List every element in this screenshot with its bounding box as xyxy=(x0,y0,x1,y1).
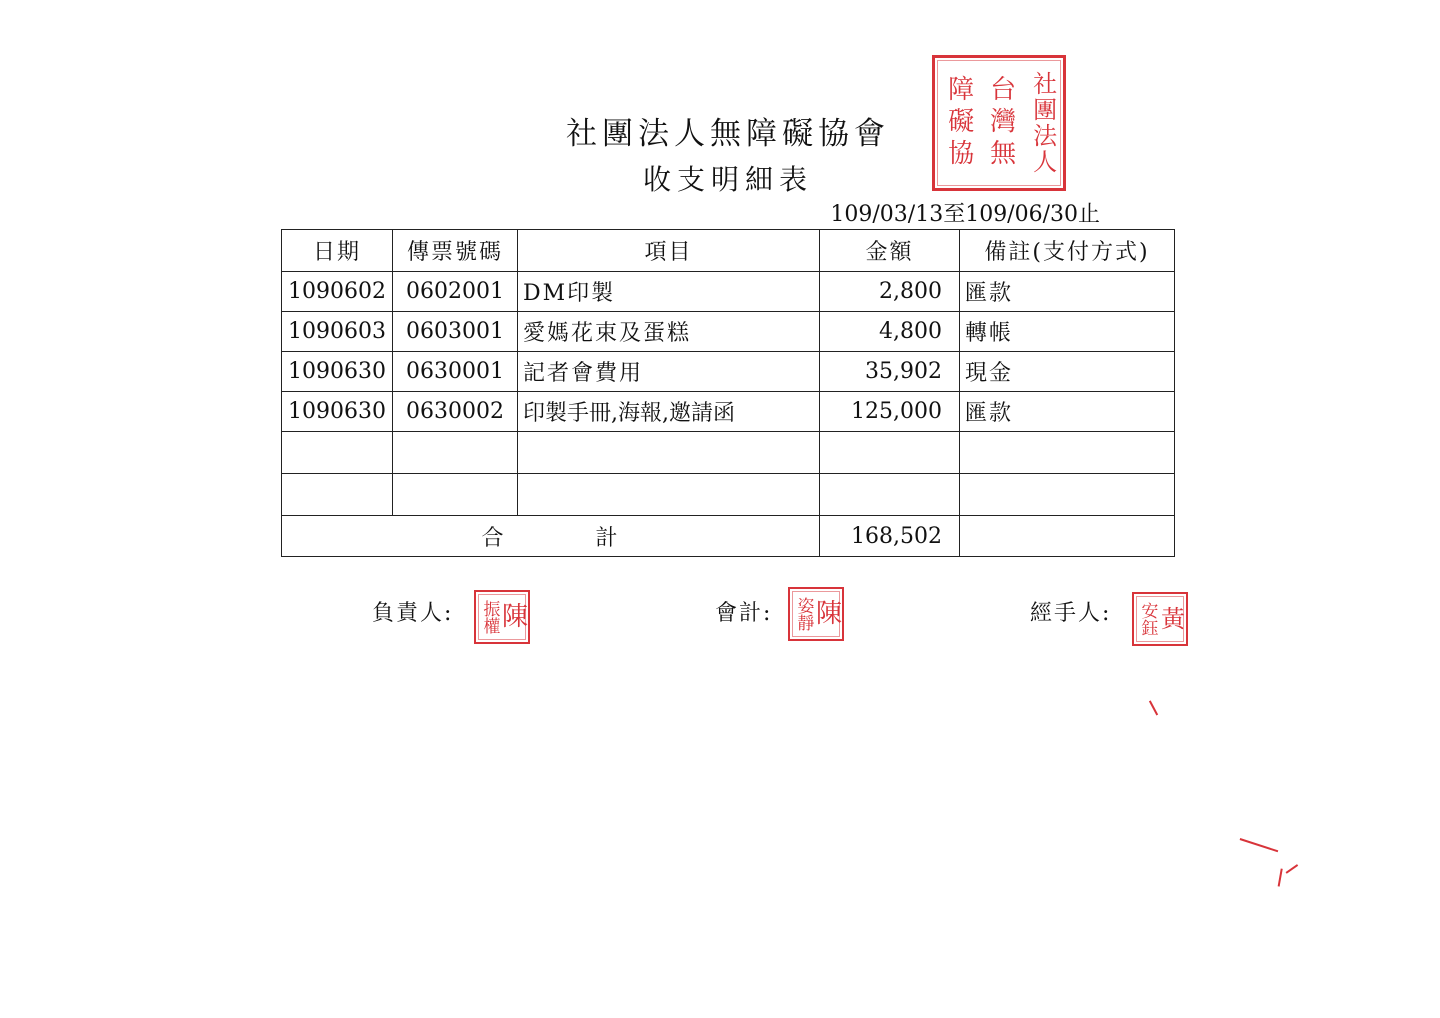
total-row xyxy=(282,516,1175,557)
empty-cell xyxy=(960,432,1175,474)
cell-note: 匯款 xyxy=(960,272,1175,312)
cell-note: 轉帳 xyxy=(960,312,1175,352)
seal-column-1 xyxy=(1160,594,1186,644)
total-note-cell xyxy=(960,516,1175,557)
total-label-part-2: 計 xyxy=(595,525,620,551)
seal-text: 障礙協 xyxy=(943,75,974,171)
seal-text: 振權 xyxy=(479,600,500,634)
responsible-seal xyxy=(474,590,530,644)
seal-text: 黃 xyxy=(1161,604,1185,633)
cell-note: 現金 xyxy=(960,352,1175,392)
empty-cell xyxy=(282,474,393,516)
empty-cell xyxy=(518,432,820,474)
seal-text: 台灣無 xyxy=(985,75,1016,171)
association-seal xyxy=(932,55,1066,191)
seal-text: 陳 xyxy=(502,601,529,632)
empty-row xyxy=(282,432,1175,474)
column-header-note: 備註(支付方式) xyxy=(960,230,1175,272)
cell-item: 記者會費用 xyxy=(518,352,820,392)
seal-text: 姿靜 xyxy=(793,597,814,631)
column-header-date: 日期 xyxy=(282,230,393,272)
stray-ink-mark xyxy=(1149,700,1158,715)
table-row xyxy=(282,352,1175,392)
cell-date: 1090630 xyxy=(282,352,393,392)
seal-text: 陳 xyxy=(816,598,843,629)
stray-ink-mark xyxy=(1278,869,1283,887)
empty-cell xyxy=(960,474,1175,516)
table-header-row xyxy=(282,230,1175,272)
column-header-item: 項目 xyxy=(518,230,820,272)
empty-cell xyxy=(393,432,518,474)
column-header-amount: 金額 xyxy=(820,230,960,272)
seal-column-2 xyxy=(790,589,816,639)
total-label xyxy=(282,516,820,557)
table-row xyxy=(282,312,1175,352)
seal-text: 安鈺 xyxy=(1137,602,1158,636)
seal-column-2 xyxy=(476,592,502,642)
cell-amount: 125,000 xyxy=(820,392,960,432)
document-title: 收支明細表 xyxy=(642,163,813,196)
cell-voucher: 0602001 xyxy=(393,272,518,312)
period-range: 109/03/13至109/06/30止 xyxy=(830,202,1100,227)
seal-column-1 xyxy=(1021,58,1063,188)
seal-column-1 xyxy=(816,589,842,639)
cell-voucher: 0603001 xyxy=(393,312,518,352)
empty-cell xyxy=(282,432,393,474)
cell-date: 1090603 xyxy=(282,312,393,352)
seal-column-2 xyxy=(979,58,1021,188)
cell-note: 匯款 xyxy=(960,392,1175,432)
seal-column-2 xyxy=(1134,594,1160,644)
seal-column-3 xyxy=(937,58,979,188)
seal-column-1 xyxy=(502,592,528,642)
cell-voucher: 0630001 xyxy=(393,352,518,392)
cell-date: 1090630 xyxy=(282,392,393,432)
cell-voucher: 0630002 xyxy=(393,392,518,432)
cell-amount: 4,800 xyxy=(820,312,960,352)
cell-amount: 35,902 xyxy=(820,352,960,392)
cell-item: DM印製 xyxy=(518,272,820,312)
cell-item: 愛媽花束及蛋糕 xyxy=(518,312,820,352)
empty-cell xyxy=(820,474,960,516)
table-row xyxy=(282,272,1175,312)
handler-seal xyxy=(1132,592,1188,646)
cell-amount: 2,800 xyxy=(820,272,960,312)
stray-ink-mark xyxy=(1240,838,1279,852)
column-header-voucher: 傳票號碼 xyxy=(393,230,518,272)
cell-item: 印製手冊,海報,邀請函 xyxy=(518,392,820,432)
org-title: 社團法人無障礙協會 xyxy=(566,116,890,152)
seal-text: 社團法人 xyxy=(1028,71,1057,175)
ledger-table xyxy=(281,229,1175,557)
accountant-label: 會計: xyxy=(715,601,773,626)
total-label-part-1: 合 xyxy=(481,525,506,551)
accountant-seal xyxy=(788,587,844,641)
stray-ink-mark xyxy=(1286,864,1298,873)
handler-label: 經手人: xyxy=(1030,601,1112,626)
empty-row xyxy=(282,474,1175,516)
empty-cell xyxy=(820,432,960,474)
empty-cell xyxy=(393,474,518,516)
total-amount: 168,502 xyxy=(820,516,960,557)
table-row xyxy=(282,392,1175,432)
empty-cell xyxy=(518,474,820,516)
responsible-label: 負責人: xyxy=(372,601,454,626)
cell-date: 1090602 xyxy=(282,272,393,312)
